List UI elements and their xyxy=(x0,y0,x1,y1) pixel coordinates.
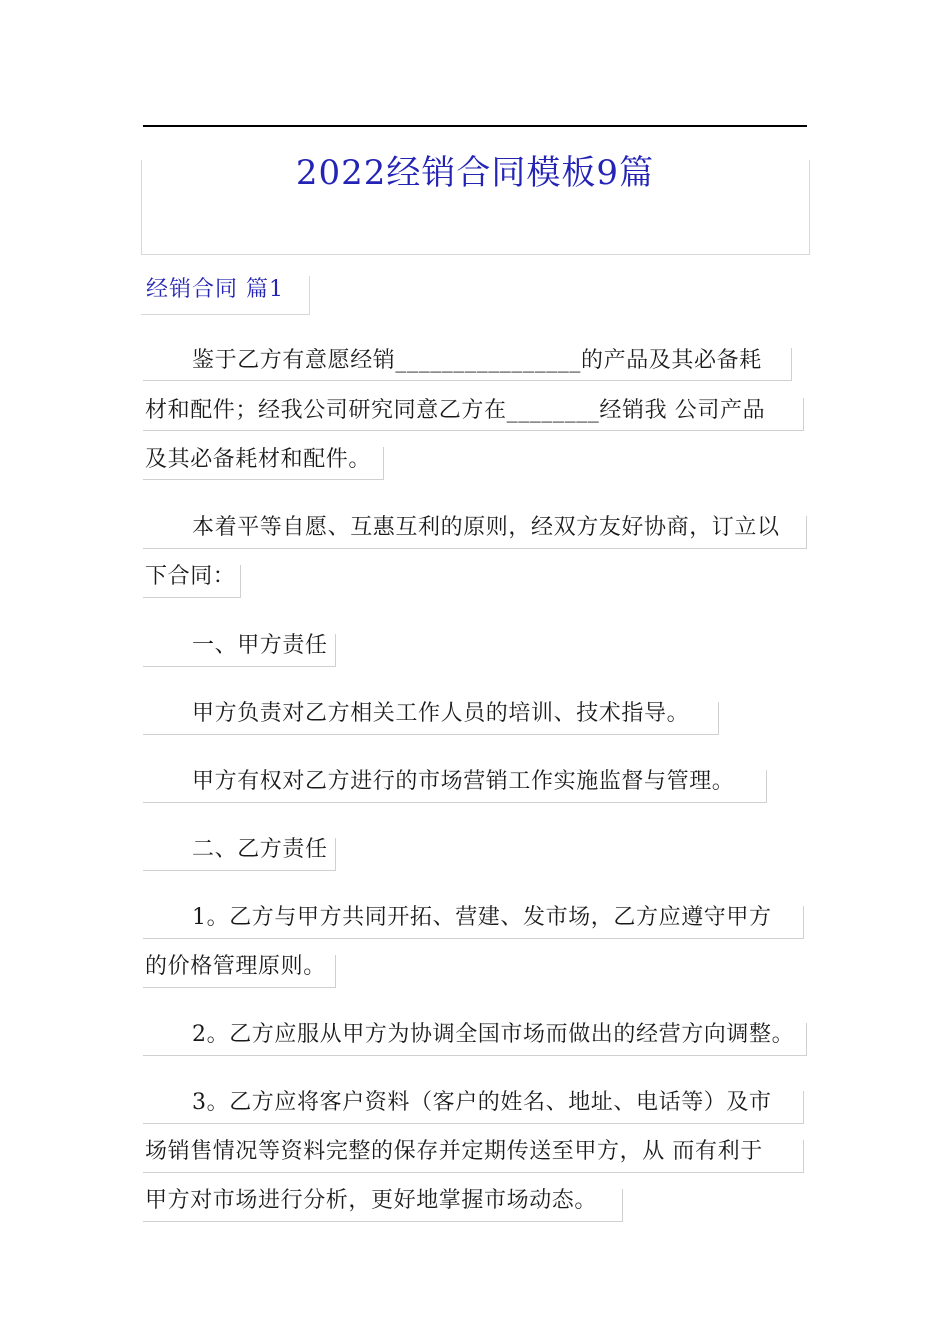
body-line: 及其必备耗材和配件。 xyxy=(145,447,372,472)
body-line: 1。乙方与甲方共同开拓、营建、发市场，乙方应遵守甲方 xyxy=(192,905,772,930)
document-title: 2022经销合同模板9篇 xyxy=(295,153,655,193)
body-line: 的价格管理原则。 xyxy=(145,954,326,979)
body-line: 甲方对市场进行分析，更好地掌握市场动态。 xyxy=(145,1188,598,1213)
top-rule xyxy=(143,125,807,127)
body-line: 甲方负责对乙方相关工作人员的培训、技术指导。 xyxy=(192,701,690,726)
body-line: 材和配件；经我公司研究同意乙方在________经销我 公司产品 xyxy=(145,398,766,423)
body-line: 3。乙方应将客户资料（客户的姓名、地址、电话等）及市 xyxy=(192,1090,772,1115)
body-line: 下合同： xyxy=(145,564,236,589)
section-heading: 经销合同 篇1 xyxy=(146,277,284,302)
subheading: 一、甲方责任 xyxy=(192,633,328,658)
body-line: 本着平等自愿、互惠互利的原则，经双方友好协商，订立以 xyxy=(192,515,780,540)
subheading: 二、乙方责任 xyxy=(192,837,328,862)
body-line: 甲方有权对乙方进行的市场营销工作实施监督与管理。 xyxy=(192,769,735,794)
body-line: 场销售情况等资料完整的保存并定期传送至甲方，从 而有利于 xyxy=(145,1139,763,1164)
body-line: 鉴于乙方有意愿经销________________的产品及其必备耗 xyxy=(192,348,762,373)
body-line: 2。乙方应服从甲方为协调全国市场而做出的经营方向调整。 xyxy=(192,1022,795,1047)
